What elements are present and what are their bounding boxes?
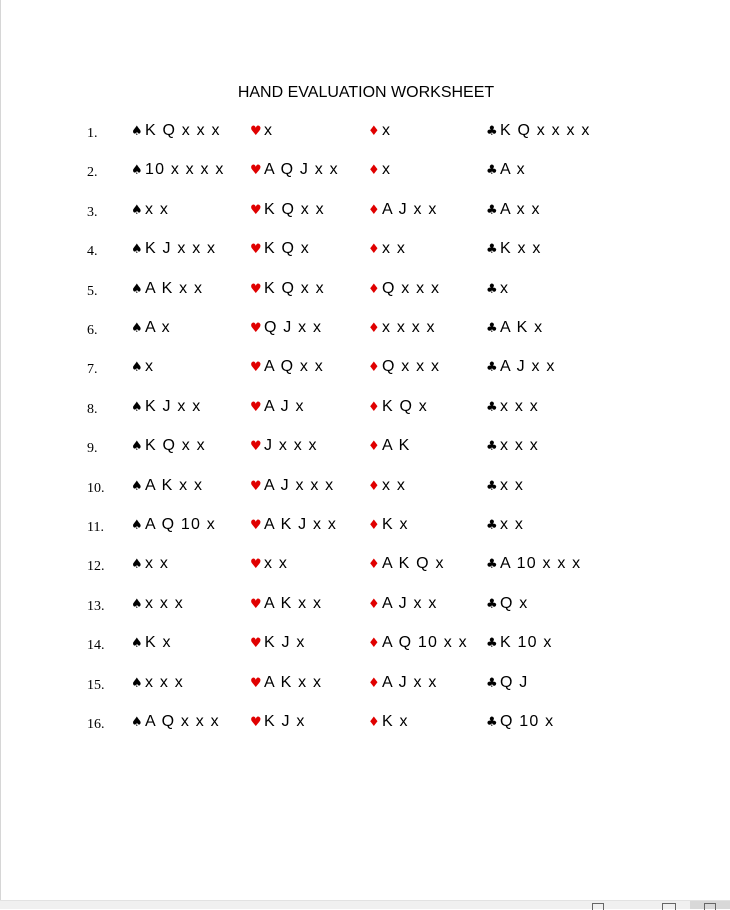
hand-row: [1, 319, 730, 341]
spades-holding: [131, 161, 225, 179]
clubs-suit-icon: ♣: [486, 518, 498, 533]
hand-number: 9.: [87, 441, 98, 457]
clubs-holding: [486, 437, 539, 455]
clubs-holding: [486, 595, 529, 613]
hearts-cards: K Q x: [264, 240, 311, 258]
diamonds-suit-icon: ♦: [368, 242, 380, 258]
diamonds-cards: x x x x: [382, 319, 436, 336]
clubs-holding: [486, 240, 542, 258]
spades-holding: [131, 201, 169, 219]
clubs-suit-icon: ♣: [486, 557, 498, 573]
clubs-suit-icon: ♣: [486, 439, 498, 455]
diamonds-holding: [368, 634, 468, 652]
hearts-suit-icon: ♥: [250, 281, 262, 297]
diamonds-holding: [368, 122, 391, 140]
hearts-suit-icon: ♥: [250, 124, 262, 139]
hand-row: [1, 240, 730, 262]
diamonds-holding: [368, 161, 391, 179]
clubs-holding: [486, 674, 529, 692]
diamonds-suit-icon: ♦: [368, 321, 380, 336]
clubs-holding: [486, 319, 543, 337]
diamonds-suit-icon: ♦: [368, 518, 380, 533]
hearts-holding: [250, 240, 310, 258]
hand-number: 2.: [87, 165, 98, 181]
hand-row: [1, 398, 730, 420]
spades-suit-icon: ♠: [131, 360, 143, 376]
diamonds-cards: Q x x x: [382, 279, 441, 297]
spades-suit-icon: ♠: [131, 242, 143, 258]
hearts-suit-icon: ♥: [250, 399, 262, 415]
hearts-suit-icon: ♥: [250, 202, 262, 218]
hand-row: [1, 201, 730, 223]
hearts-holding: [250, 713, 306, 731]
hand-row: [1, 358, 730, 380]
hand-number: 3.: [87, 204, 98, 220]
hearts-suit-icon: ♥: [250, 636, 262, 652]
hearts-cards: A K J x x: [264, 516, 338, 533]
spades-holding: [131, 319, 171, 337]
hand-number: 11.: [87, 520, 104, 535]
spades-cards: K Q x x x: [145, 122, 221, 139]
hearts-cards: x: [264, 122, 274, 139]
spades-cards: K J x x x: [145, 240, 217, 258]
hand-number: 14.: [87, 638, 105, 654]
clubs-holding: [486, 280, 509, 298]
hearts-cards: A Q x x: [264, 358, 324, 376]
spades-holding: [131, 122, 221, 140]
diamonds-holding: [368, 240, 406, 258]
spades-cards: K x: [145, 634, 172, 652]
spades-cards: A K x x: [145, 279, 204, 297]
spades-cards: 10 x x x x: [145, 161, 225, 179]
spades-suit-icon: ♠: [131, 202, 143, 218]
clubs-suit-icon: ♣: [486, 163, 498, 179]
clubs-cards: A 10 x x x: [500, 555, 582, 573]
clubs-cards: A x x: [500, 200, 541, 218]
clubs-cards: K Q x x x x: [500, 122, 591, 139]
diamonds-cards: A K: [382, 437, 411, 455]
spades-holding: [131, 516, 216, 534]
hearts-cards: A J x: [264, 397, 305, 415]
hand-number: 4.: [87, 244, 98, 260]
diamonds-suit-icon: ♦: [368, 715, 380, 730]
hearts-cards: K J x: [264, 713, 306, 730]
spades-cards: x x: [145, 555, 170, 573]
clubs-cards: Q 10 x: [500, 713, 555, 730]
spades-holding: [131, 398, 201, 416]
diamonds-suit-icon: ♦: [368, 281, 380, 297]
clubs-holding: [486, 555, 581, 573]
hearts-suit-icon: ♥: [250, 439, 262, 455]
clubs-suit-icon: ♣: [486, 242, 498, 258]
spades-suit-icon: ♠: [131, 675, 143, 691]
hand-row: [1, 595, 730, 617]
hearts-holding: [250, 319, 322, 337]
clubs-suit-icon: ♣: [486, 360, 498, 376]
diamonds-holding: [368, 319, 436, 337]
diamonds-suit-icon: ♦: [368, 399, 380, 415]
clubs-cards: Q x: [500, 594, 529, 612]
clubs-holding: [486, 161, 526, 179]
hearts-suit-icon: ♥: [250, 360, 262, 376]
hand-number: 15.: [87, 677, 105, 693]
clubs-cards: x x x: [500, 437, 539, 455]
hearts-holding: [250, 674, 322, 692]
spades-holding: [131, 477, 203, 495]
hearts-suit-icon: ♥: [250, 557, 262, 573]
diamonds-suit-icon: ♦: [368, 596, 380, 612]
spades-cards: K J x x: [145, 397, 202, 415]
hearts-suit-icon: ♥: [250, 163, 262, 179]
clubs-suit-icon: ♣: [486, 675, 498, 691]
focus-mode-icon[interactable]: [592, 903, 604, 910]
hand-number: 13.: [87, 598, 105, 614]
diamonds-cards: x x: [382, 476, 407, 494]
hearts-holding: [250, 398, 305, 416]
spades-holding: [131, 555, 169, 573]
spades-suit-icon: ♠: [131, 557, 143, 573]
clubs-cards: K x x: [500, 240, 542, 258]
diamonds-holding: [368, 398, 428, 416]
hearts-suit-icon: ♥: [250, 675, 262, 691]
hearts-holding: [250, 280, 325, 298]
hearts-holding: [250, 634, 306, 652]
read-mode-icon[interactable]: [662, 903, 676, 910]
hearts-holding: [250, 555, 288, 573]
diamonds-suit-icon: ♦: [368, 163, 380, 179]
hand-row: [1, 477, 730, 499]
clubs-cards: K 10 x: [500, 634, 553, 652]
spades-cards: x x: [145, 200, 170, 218]
clubs-cards: A x: [500, 161, 526, 179]
clubs-suit-icon: ♣: [486, 636, 498, 652]
clubs-holding: [486, 398, 539, 416]
clubs-suit-icon: ♣: [486, 596, 498, 612]
spades-holding: [131, 240, 216, 258]
spades-suit-icon: ♠: [131, 281, 143, 297]
spades-suit-icon: ♠: [131, 715, 143, 730]
spades-holding: [131, 634, 172, 652]
diamonds-cards: K x: [382, 713, 409, 730]
clubs-cards: x x: [500, 476, 525, 494]
hand-row: [1, 713, 730, 735]
spades-holding: [131, 595, 184, 613]
clubs-holding: [486, 516, 524, 534]
hearts-cards: K Q x x: [264, 279, 325, 297]
hearts-holding: [250, 161, 339, 179]
clubs-cards: A J x x: [500, 358, 556, 376]
spades-suit-icon: ♠: [131, 478, 143, 494]
hand-number: 12.: [87, 559, 105, 575]
hearts-suit-icon: ♥: [250, 242, 262, 258]
diamonds-cards: x: [382, 122, 392, 139]
hearts-cards: A J x x x: [264, 476, 335, 494]
hearts-suit-icon: ♥: [250, 478, 262, 494]
clubs-suit-icon: ♣: [486, 202, 498, 218]
worksheet-title: HAND EVALUATION WORKSHEET: [237, 84, 495, 101]
diamonds-holding: [368, 437, 411, 455]
hearts-cards: K Q x x: [264, 200, 325, 218]
diamonds-holding: [368, 358, 440, 376]
diamonds-holding: [368, 674, 438, 692]
hand-number: 1.: [87, 126, 98, 141]
spades-suit-icon: ♠: [131, 163, 143, 179]
diamonds-cards: A J x x: [382, 200, 438, 218]
diamonds-cards: A K Q x: [382, 555, 445, 573]
diamonds-cards: Q x x x: [382, 358, 441, 376]
diamonds-holding: [368, 477, 406, 495]
diamonds-holding: [368, 595, 438, 613]
clubs-suit-icon: ♣: [486, 321, 498, 336]
clubs-holding: [486, 634, 553, 652]
hand-row: [1, 437, 730, 459]
diamonds-suit-icon: ♦: [368, 124, 380, 139]
hand-row: [1, 161, 730, 183]
diamonds-cards: x x: [382, 240, 407, 258]
hand-row: [1, 674, 730, 696]
diamonds-holding: [368, 555, 445, 573]
clubs-holding: [486, 477, 524, 495]
spades-holding: [131, 674, 184, 692]
hearts-holding: [250, 201, 325, 219]
hand-number: 6.: [87, 323, 98, 338]
spades-holding: [131, 713, 220, 731]
hand-number: 16.: [87, 717, 105, 732]
spades-cards: A Q x x x: [145, 713, 220, 730]
clubs-cards: x x x: [500, 397, 539, 415]
hearts-suit-icon: ♥: [250, 518, 262, 533]
hearts-holding: [250, 477, 334, 495]
hand-row: [1, 280, 730, 302]
clubs-holding: [486, 713, 554, 731]
clubs-cards: x x: [500, 516, 525, 533]
hand-row: [1, 634, 730, 656]
diamonds-suit-icon: ♦: [368, 478, 380, 494]
spades-cards: x x x: [145, 673, 184, 691]
hand-row: [1, 555, 730, 577]
hand-number: 10.: [87, 480, 105, 496]
clubs-holding: [486, 358, 556, 376]
diamonds-suit-icon: ♦: [368, 675, 380, 691]
spades-cards: K Q x x: [145, 437, 206, 455]
hearts-cards: A K x x: [264, 673, 323, 691]
hearts-cards: A Q J x x: [264, 161, 339, 179]
spades-holding: [131, 280, 203, 298]
clubs-cards: x: [500, 279, 510, 297]
clubs-suit-icon: ♣: [486, 715, 498, 730]
diamonds-cards: A Q 10 x x: [382, 634, 468, 652]
diamonds-cards: K Q x: [382, 397, 429, 415]
hearts-cards: x x: [264, 555, 289, 573]
hearts-holding: [250, 437, 318, 455]
diamonds-holding: [368, 713, 409, 731]
diamonds-suit-icon: ♦: [368, 439, 380, 455]
spades-cards: x: [145, 358, 155, 376]
diamonds-cards: K x: [382, 516, 409, 533]
hearts-holding: [250, 358, 324, 376]
hearts-suit-icon: ♥: [250, 596, 262, 612]
diamonds-suit-icon: ♦: [368, 636, 380, 652]
hearts-holding: [250, 516, 337, 534]
spades-cards: A x: [145, 319, 171, 336]
diamonds-suit-icon: ♦: [368, 202, 380, 218]
hearts-suit-icon: ♥: [250, 715, 262, 730]
diamonds-cards: x: [382, 161, 392, 179]
hand-row: [1, 516, 730, 538]
clubs-cards: Q J: [500, 673, 529, 691]
spades-cards: x x x: [145, 594, 184, 612]
clubs-suit-icon: ♣: [486, 478, 498, 494]
diamonds-holding: [368, 280, 440, 298]
hearts-cards: J x x x: [264, 437, 318, 455]
spades-holding: [131, 358, 154, 376]
hearts-holding: [250, 122, 273, 140]
diamonds-suit-icon: ♦: [368, 557, 380, 573]
diamonds-cards: A J x x: [382, 594, 438, 612]
spades-holding: [131, 437, 206, 455]
spades-suit-icon: ♠: [131, 439, 143, 455]
spades-cards: A K x x: [145, 476, 204, 494]
spades-cards: A Q 10 x: [145, 516, 216, 533]
spades-suit-icon: ♠: [131, 636, 143, 652]
hearts-suit-icon: ♥: [250, 321, 262, 336]
diamonds-suit-icon: ♦: [368, 360, 380, 376]
clubs-suit-icon: ♣: [486, 399, 498, 415]
hearts-cards: Q J x x: [264, 319, 323, 336]
clubs-suit-icon: ♣: [486, 281, 498, 297]
diamonds-holding: [368, 516, 409, 534]
spades-suit-icon: ♠: [131, 399, 143, 415]
clubs-suit-icon: ♣: [486, 124, 498, 139]
clubs-holding: [486, 201, 541, 219]
print-layout-icon: [704, 903, 716, 910]
spades-suit-icon: ♠: [131, 321, 143, 336]
hand-number: 5.: [87, 283, 98, 299]
clubs-cards: A K x: [500, 319, 544, 336]
hand-number: 8.: [87, 401, 98, 417]
spades-suit-icon: ♠: [131, 596, 143, 612]
spades-suit-icon: ♠: [131, 124, 143, 139]
hearts-cards: A K x x: [264, 594, 323, 612]
clubs-holding: [486, 122, 591, 140]
diamonds-cards: A J x x: [382, 673, 438, 691]
hearts-holding: [250, 595, 322, 613]
hand-number: 7.: [87, 362, 98, 378]
hand-row: [1, 122, 730, 144]
hearts-cards: K J x: [264, 634, 306, 652]
diamonds-holding: [368, 201, 438, 219]
spades-suit-icon: ♠: [131, 518, 143, 533]
